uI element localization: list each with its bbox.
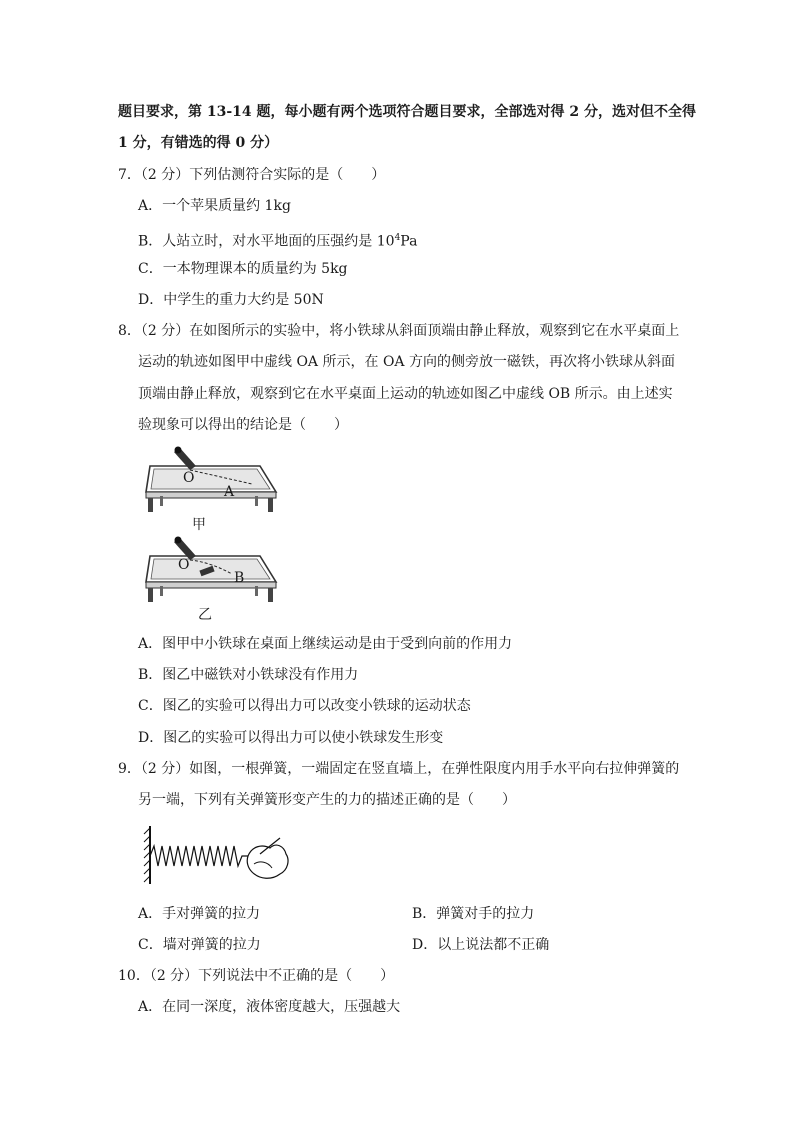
question-7-option-a: A．一个苹果质量约 1kg: [138, 198, 291, 214]
question-10-option-a: A．在同一深度，液体密度越大，压强越大: [138, 999, 401, 1015]
figure-yi-caption: 乙: [198, 607, 212, 623]
question-7-option-d: D．中学生的重力大约是 50N: [138, 292, 324, 308]
figure-jia-label-a: A: [224, 484, 235, 500]
question-8-stem-line-4: 验现象可以得出的结论是（ ）: [138, 417, 348, 433]
figure-yi-table-ramp-magnet: [140, 534, 285, 614]
section-instructions-line-2: 1 分，有错选的得 0 分）: [118, 135, 279, 151]
question-8-stem-line-1: 8．（2 分）在如图所示的实验中，将小铁球从斜面顶端由静止释放，观察到它在水平桌面上: [118, 323, 680, 339]
question-7-stem: 7．（2 分）下列估测符合实际的是（ ）: [118, 167, 386, 183]
question-7-option-b: B．人站立时，对水平地面的压强约是 $10^4Pa$: [138, 233, 418, 250]
question-10-stem: 10．（2 分）下列说法中不正确的是（ ）: [118, 968, 395, 984]
question-8-stem-line-2: 运动的轨迹如图甲中虚线 OA 所示，在 OA 方向的侧旁放一磁铁，再次将小铁球从斜面: [138, 354, 675, 370]
question-7-option-c: C．一本物理课本的质量约为 5kg: [138, 261, 348, 277]
figure-jia-label-o: O: [183, 470, 195, 486]
figure-jia-table-ramp: [140, 444, 285, 522]
question-8-option-a: A．图甲中小铁球在桌面上继续运动是由于受到向前的作用力: [138, 636, 513, 652]
question-8-option-b: B．图乙中磁铁对小铁球没有作用力: [138, 667, 359, 683]
question-8-option-d: D．图乙的实验可以得出力可以使小铁球发生形变: [138, 730, 444, 746]
question-9-stem-line-2: 另一端，下列有关弹簧形变产生的力的描述正确的是（ ）: [138, 792, 516, 808]
figure-spring-wall-hand: [140, 824, 295, 888]
question-9-stem-line-1: 9．（2 分）如图，一根弹簧，一端固定在竖直墙上，在弹性限度内用手水平向右拉伸弹簧的: [118, 761, 680, 777]
question-9-option-d: D．以上说法都不正确: [412, 937, 550, 953]
figure-yi-label-b: B: [234, 570, 245, 586]
section-instructions-line-1: 题目要求，第 13-14 题，每小题有两个选项符合题目要求，全部选对得 2 分，选对但不全得: [118, 104, 697, 120]
question-9-option-b: B．弹簧对手的拉力: [412, 906, 535, 922]
question-9-option-c: C．墙对弹簧的拉力: [138, 937, 261, 953]
question-8-option-c: C．图乙的实验可以得出力可以改变小铁球的运动状态: [138, 698, 471, 714]
question-9-option-a: A．手对弹簧的拉力: [138, 906, 261, 922]
question-8-stem-line-3: 顶端由静止释放，观察到它在水平桌面上运动的轨迹如图乙中虚线 OB 所示。由上述实: [138, 386, 673, 402]
figure-jia-caption: 甲: [192, 517, 206, 533]
figure-yi-label-o: O: [178, 557, 190, 573]
